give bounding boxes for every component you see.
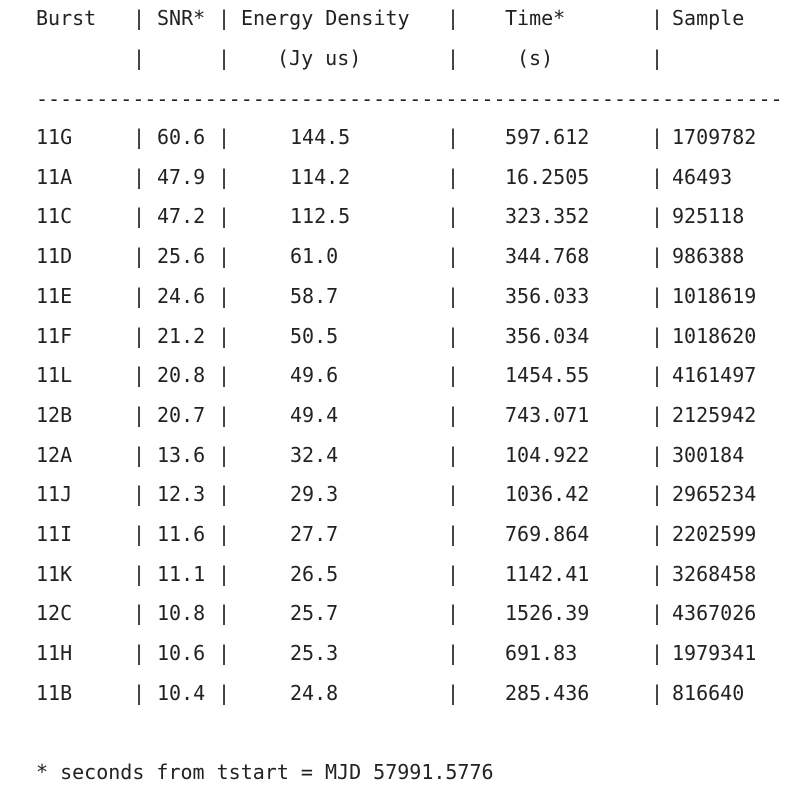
column-divider: |	[651, 442, 664, 467]
time-cell: 104.922	[505, 442, 590, 467]
energy-density-cell: 58.7	[290, 283, 339, 308]
energy-density-cell: 26.5	[290, 561, 339, 586]
header-energy-unit: (Jy us)	[277, 46, 362, 70]
time-cell: 285.436	[505, 680, 590, 705]
column-divider: |	[218, 283, 231, 308]
table-row	[0, 400, 800, 430]
burst-cell: 11F	[36, 323, 73, 348]
column-divider: |	[447, 363, 460, 388]
sample-cell: 816640	[672, 680, 745, 705]
burst-cell: 12B	[36, 402, 73, 427]
snr-cell: 20.8	[157, 363, 206, 388]
column-divider: |	[447, 402, 460, 427]
burst-cell: 11J	[36, 482, 73, 507]
time-cell: 597.612	[505, 125, 590, 149]
column-divider: |	[133, 561, 146, 586]
column-divider: |	[218, 125, 231, 149]
column-divider: |	[447, 522, 460, 546]
sample-cell: 1018619	[672, 283, 757, 308]
energy-density-cell: 29.3	[290, 482, 339, 507]
column-divider: |	[133, 680, 146, 705]
column-divider: |	[447, 164, 460, 189]
burst-cell: 11G	[36, 125, 73, 149]
column-divider: |	[133, 283, 146, 308]
time-cell: 1526.39	[505, 601, 590, 626]
column-divider: |	[218, 323, 231, 348]
column-divider: |	[133, 164, 146, 189]
burst-cell: 11K	[36, 561, 73, 586]
snr-cell: 60.6	[157, 125, 206, 149]
sample-cell: 2202599	[672, 522, 757, 546]
column-divider: |	[447, 442, 460, 467]
sample-cell: 986388	[672, 244, 745, 269]
table-row	[0, 519, 800, 549]
burst-cell: 12A	[36, 442, 73, 467]
burst-cell: 11I	[36, 522, 73, 546]
column-divider: |	[447, 561, 460, 586]
column-divider: |	[651, 323, 664, 348]
column-divider: |	[447, 125, 460, 149]
sample-cell: 2125942	[672, 402, 757, 427]
time-cell: 356.034	[505, 323, 590, 348]
snr-cell: 11.1	[157, 561, 206, 586]
column-divider: |	[651, 522, 664, 546]
column-divider: |	[133, 6, 146, 30]
header-snr: SNR*	[157, 6, 206, 30]
header-time: Time*	[505, 6, 566, 30]
snr-cell: 10.6	[157, 641, 206, 666]
time-cell: 769.864	[505, 522, 590, 546]
energy-density-cell: 27.7	[290, 522, 339, 546]
energy-density-cell: 144.5	[290, 125, 351, 149]
table-row	[0, 559, 800, 589]
column-divider: |	[651, 482, 664, 507]
sample-cell: 1979341	[672, 641, 757, 666]
column-divider: |	[218, 164, 231, 189]
burst-cell: 11D	[36, 244, 73, 269]
column-divider: |	[447, 46, 460, 70]
column-divider: |	[651, 680, 664, 705]
snr-cell: 11.6	[157, 522, 206, 546]
sample-cell: 4161497	[672, 363, 757, 388]
burst-cell: 12C	[36, 601, 73, 626]
table-row	[0, 598, 800, 628]
energy-density-cell: 49.6	[290, 363, 339, 388]
header-sample: Sample	[672, 6, 745, 30]
column-divider: |	[447, 6, 460, 30]
energy-density-cell: 112.5	[290, 204, 351, 229]
column-divider: |	[218, 244, 231, 269]
time-cell: 356.033	[505, 283, 590, 308]
header-separator: --------------------------------------------------------------	[36, 87, 783, 111]
column-divider: |	[447, 601, 460, 626]
column-divider: |	[218, 561, 231, 586]
sample-cell: 2965234	[672, 482, 757, 507]
snr-cell: 20.7	[157, 402, 206, 427]
energy-density-cell: 24.8	[290, 680, 339, 705]
column-divider: |	[651, 46, 664, 70]
sample-cell: 46493	[672, 164, 733, 189]
snr-cell: 25.6	[157, 244, 206, 269]
time-cell: 691.83	[505, 641, 578, 666]
column-divider: |	[133, 204, 146, 229]
header-energy-density: Energy Density	[241, 6, 410, 30]
column-divider: |	[218, 204, 231, 229]
column-divider: |	[218, 601, 231, 626]
table-row	[0, 241, 800, 271]
header-row-1	[0, 3, 800, 33]
column-divider: |	[447, 204, 460, 229]
column-divider: |	[133, 363, 146, 388]
column-divider: |	[133, 125, 146, 149]
header-burst: Burst	[36, 6, 97, 30]
table-row	[0, 440, 800, 470]
sample-cell: 4367026	[672, 601, 757, 626]
burst-cell: 11C	[36, 204, 73, 229]
column-divider: |	[218, 482, 231, 507]
column-divider: |	[218, 641, 231, 666]
column-divider: |	[218, 363, 231, 388]
table-row	[0, 122, 800, 152]
column-divider: |	[651, 6, 664, 30]
snr-cell: 12.3	[157, 482, 206, 507]
column-divider: |	[133, 641, 146, 666]
table-row	[0, 638, 800, 668]
snr-cell: 10.8	[157, 601, 206, 626]
time-cell: 1454.55	[505, 363, 590, 388]
column-divider: |	[133, 402, 146, 427]
column-divider: |	[651, 601, 664, 626]
column-divider: |	[133, 323, 146, 348]
energy-density-cell: 25.7	[290, 601, 339, 626]
table-row	[0, 479, 800, 509]
sample-cell: 925118	[672, 204, 745, 229]
column-divider: |	[651, 283, 664, 308]
energy-density-cell: 114.2	[290, 164, 351, 189]
column-divider: |	[133, 601, 146, 626]
header-time-unit: (s)	[517, 46, 554, 70]
burst-cell: 11E	[36, 283, 73, 308]
burst-cell: 11L	[36, 363, 73, 388]
energy-density-cell: 50.5	[290, 323, 339, 348]
table-row	[0, 321, 800, 351]
column-divider: |	[651, 164, 664, 189]
snr-cell: 47.9	[157, 164, 206, 189]
column-divider: |	[133, 522, 146, 546]
table-row	[0, 201, 800, 231]
column-divider: |	[218, 6, 231, 30]
column-divider: |	[218, 46, 231, 70]
table-row	[0, 678, 800, 708]
time-cell: 1036.42	[505, 482, 590, 507]
snr-cell: 47.2	[157, 204, 206, 229]
snr-cell: 24.6	[157, 283, 206, 308]
footnote: * seconds from tstart = MJD 57991.5776	[36, 760, 494, 784]
column-divider: |	[447, 323, 460, 348]
column-divider: |	[447, 482, 460, 507]
snr-cell: 10.4	[157, 680, 206, 705]
snr-cell: 13.6	[157, 442, 206, 467]
column-divider: |	[447, 244, 460, 269]
energy-density-cell: 49.4	[290, 402, 339, 427]
energy-density-cell: 32.4	[290, 442, 339, 467]
energy-density-cell: 25.3	[290, 641, 339, 666]
time-cell: 16.2505	[505, 164, 590, 189]
burst-cell: 11H	[36, 641, 73, 666]
column-divider: |	[133, 46, 146, 70]
column-divider: |	[447, 641, 460, 666]
burst-cell: 11A	[36, 164, 73, 189]
column-divider: |	[218, 522, 231, 546]
energy-density-cell: 61.0	[290, 244, 339, 269]
column-divider: |	[218, 402, 231, 427]
column-divider: |	[133, 442, 146, 467]
time-cell: 344.768	[505, 244, 590, 269]
sample-cell: 3268458	[672, 561, 757, 586]
column-divider: |	[447, 680, 460, 705]
sample-cell: 1709782	[672, 125, 757, 149]
time-cell: 1142.41	[505, 561, 590, 586]
column-divider: |	[651, 125, 664, 149]
column-divider: |	[651, 363, 664, 388]
burst-cell: 11B	[36, 680, 73, 705]
column-divider: |	[651, 244, 664, 269]
snr-cell: 21.2	[157, 323, 206, 348]
column-divider: |	[651, 204, 664, 229]
time-cell: 743.071	[505, 402, 590, 427]
table-row	[0, 281, 800, 311]
column-divider: |	[447, 283, 460, 308]
column-divider: |	[133, 482, 146, 507]
column-divider: |	[651, 402, 664, 427]
column-divider: |	[218, 680, 231, 705]
header-row-2	[0, 43, 800, 73]
table-row	[0, 162, 800, 192]
column-divider: |	[218, 442, 231, 467]
column-divider: |	[133, 244, 146, 269]
sample-cell: 1018620	[672, 323, 757, 348]
column-divider: |	[651, 561, 664, 586]
time-cell: 323.352	[505, 204, 590, 229]
sample-cell: 300184	[672, 442, 745, 467]
table-row	[0, 360, 800, 390]
column-divider: |	[651, 641, 664, 666]
